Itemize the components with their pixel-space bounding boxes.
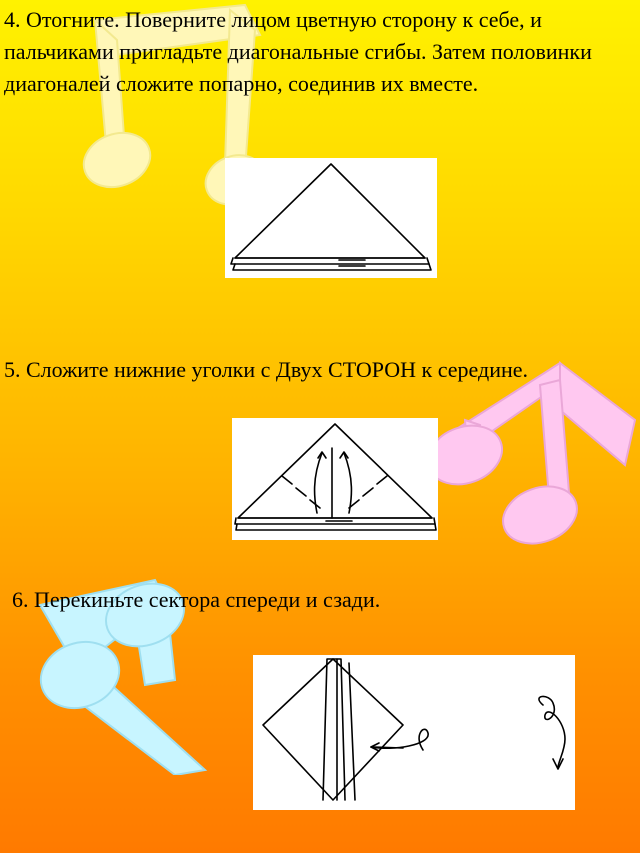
step-6-text: 6. Перекиньте сектора спереди и сзади. xyxy=(12,587,381,612)
step-4-figure xyxy=(225,158,437,278)
step-5-figure xyxy=(232,418,438,540)
step-6-figure xyxy=(253,655,575,810)
step-4-text: 4. Отогните. Поверните лицом цветную сторону к себе, и пальчиками пригладьте диагональные сгибы. Затем половинки диагоналей сложите попарно, соединив их вместе. xyxy=(4,7,592,96)
step-5-text: 5. Сложите нижние уголки с Двух СТОРОН к середине. xyxy=(4,357,529,382)
